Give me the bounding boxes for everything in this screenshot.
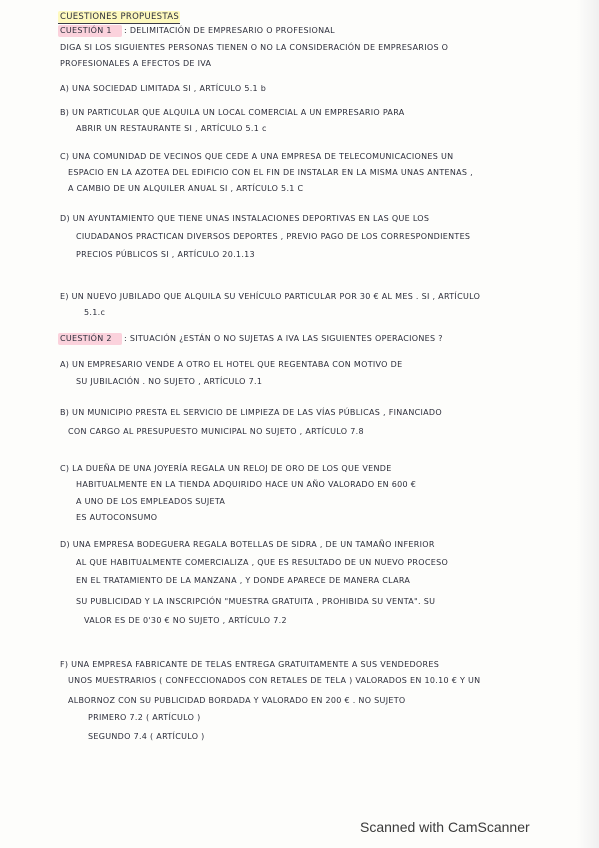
q1-item-d-line-3: PRECIOS PÚBLICOS SI , ARTÍCULO 20.1.13 — [76, 250, 255, 259]
q1-item-d-line-2: CIUDADANOS PRACTICAN DIVERSOS DEPORTES , PREVIO PAGO DE LOS CORRESPONDIENTES — [76, 232, 471, 241]
q1-item-c-line-3: A CAMBIO DE UN ALQUILER ANUAL SI , ARTÍCULO 5.1 C — [68, 184, 304, 193]
question-1-label: CUESTIÓN 1 — [60, 26, 112, 35]
q2-item-c-line-2: HABITUALMENTE EN LA TIENDA ADQUIRIDO HACE UN AÑO VALORADO EN 600 € — [76, 480, 417, 489]
q1-item-c-line-1: C) UNA COMUNIDAD DE VECINOS QUE CEDE A UNA EMPRESA DE TELECOMUNICACIONES UN — [60, 152, 454, 161]
q2-item-b-line-1: B) UN MUNICIPIO PRESTA EL SERVICIO DE LIMPIEZA DE LAS VÍAS PÚBLICAS , FINANCIADO — [60, 408, 442, 417]
question-2-heading: : SITUACIÓN ¿ESTÁN O NO SUJETAS A IVA LAS SIGUIENTES OPERACIONES ? — [124, 334, 443, 343]
q1-item-a: A) UNA SOCIEDAD LIMITADA SI , ARTÍCULO 5.1 b — [60, 84, 267, 93]
q2-item-d-line-4: SU PUBLICIDAD Y LA INSCRIPCIÓN "MUESTRA GRATUITA , PROHIBIDA SU VENTA". SU — [76, 597, 436, 606]
q2-item-d-line-3: EN EL TRATAMIENTO DE LA MANZANA , Y DONDE APARECE DE MANERA CLARA — [76, 576, 411, 585]
q2-note-segundo: SEGUNDO 7.4 ( ARTÍCULO ) — [88, 732, 205, 741]
page-edge-shadow — [577, 0, 599, 848]
question-2-label: CUESTIÓN 2 — [60, 334, 112, 343]
q1-item-e-line-2: 5.1.c — [84, 308, 106, 317]
q1-item-d-line-1: D) UN AYUNTAMIENTO QUE TIENE UNAS INSTALACIONES DEPORTIVAS EN LAS QUE LOS — [60, 214, 430, 223]
page-title: CUESTIONES PROPUESTAS — [60, 12, 180, 22]
q2-item-f-line-3: ALBORNOZ CON SU PUBLICIDAD BORDADA Y VALORADO EN 200 € . NO SUJETO — [68, 696, 406, 705]
question-1-intro-line-2: PROFESIONALES A EFECTOS DE IVA — [60, 59, 212, 68]
q2-item-f-line-2: UNOS MUESTRARIOS ( CONFECCIONADOS CON RETALES DE TELA ) VALORADOS EN 10.10 € Y UN — [68, 676, 481, 685]
q2-item-c-line-3: A UNO DE LOS EMPLEADOS SUJETA — [76, 497, 226, 506]
q2-item-d-line-5: VALOR ES DE 0'30 € NO SUJETO , ARTÍCULO 7.2 — [84, 616, 287, 625]
q2-item-d-line-1: D) UNA EMPRESA BODEGUERA REGALA BOTELLAS DE SIDRA , DE UN TAMAÑO INFERIOR — [60, 540, 435, 549]
q2-item-b-line-2: CON CARGO AL PRESUPUESTO MUNICIPAL NO SUJETO , ARTÍCULO 7.8 — [68, 427, 364, 436]
question-1-intro-line-1: DIGA SI LOS SIGUIENTES PERSONAS TIENEN O NO LA CONSIDERACIÓN DE EMPRESARIOS O — [60, 43, 449, 52]
q2-note-primero: PRIMERO 7.2 ( ARTÍCULO ) — [88, 713, 201, 722]
q2-item-a-line-1: A) UN EMPRESARIO VENDE A OTRO EL HOTEL QUE REGENTABA CON MOTIVO DE — [60, 360, 403, 369]
camscanner-watermark: Scanned with CamScanner — [360, 819, 530, 835]
title-underline — [58, 23, 180, 24]
question-1-heading: : DELIMITACIÓN DE EMPRESARIO O PROFESIONAL — [124, 26, 335, 35]
q2-item-c-line-1: C) LA DUEÑA DE UNA JOYERÍA REGALA UN RELOJ DE ORO DE LOS QUE VENDE — [60, 464, 392, 473]
q1-item-b-line-2: ABRIR UN RESTAURANTE SI , ARTÍCULO 5.1 c — [76, 124, 267, 133]
q2-item-c-line-4: ES AUTOCONSUMO — [76, 513, 158, 522]
q1-item-b-line-1: B) UN PARTICULAR QUE ALQUILA UN LOCAL COMERCIAL A UN EMPRESARIO PARA — [60, 108, 405, 117]
q1-item-e-line-1: E) UN NUEVO JUBILADO QUE ALQUILA SU VEHÍCULO PARTICULAR POR 30 € AL MES . SI , ARTÍCULO — [60, 292, 481, 301]
q2-item-f-line-1: F) UNA EMPRESA FABRICANTE DE TELAS ENTREGA GRATUITAMENTE A SUS VENDEDORES — [60, 660, 440, 669]
q2-item-d-line-2: AL QUE HABITUALMENTE COMERCIALIZA , QUE ES RESULTADO DE UN NUEVO PROCESO — [76, 558, 449, 567]
q1-item-c-line-2: ESPACIO EN LA AZOTEA DEL EDIFICIO CON EL FIN DE INSTALAR EN LA MISMA UNAS ANTENAS , — [68, 168, 473, 177]
q2-item-a-line-2: SU JUBILACIÓN . NO SUJETO , ARTÍCULO 7.1 — [76, 377, 263, 386]
